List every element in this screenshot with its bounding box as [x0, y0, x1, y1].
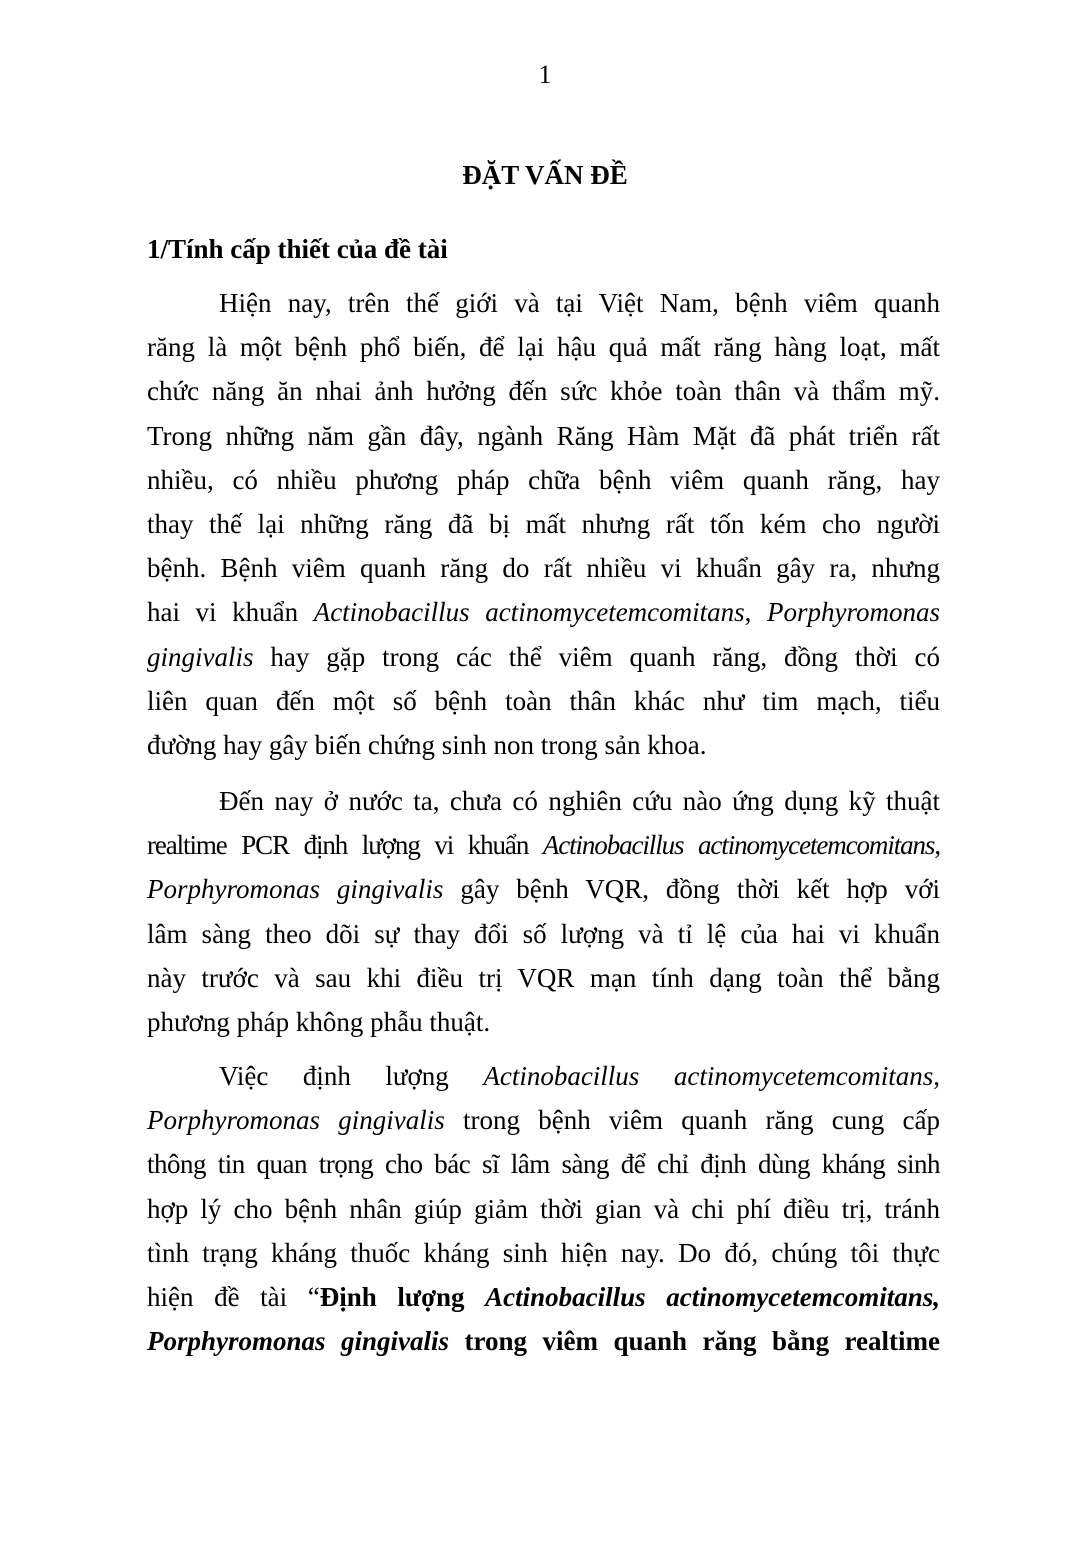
styled-text-segment: Actinobacillus actinomycetemcomitans,	[485, 1281, 940, 1312]
text-segment: chức năng ăn nhai ảnh hưởng đến sức khỏe toàn thân và thẩm mỹ.	[147, 376, 940, 407]
text-line	[147, 1054, 940, 1098]
styled-text-segment: Actinobacillus actinomycetemcomitans	[313, 597, 745, 628]
text-line	[147, 956, 940, 1000]
text-segment: đường hay gây biến chứng sinh non trong sản khoa.	[147, 729, 707, 760]
text-line	[147, 1231, 940, 1275]
text-segment: này trước và sau khi điều trị VQR mạn tính dạng toàn thể bằng	[147, 962, 940, 993]
text-segment: ,	[744, 597, 767, 628]
text-line	[147, 1000, 940, 1044]
paragraph-3	[147, 1054, 940, 1363]
text-segment: ,	[934, 830, 940, 861]
text-segment: realtime PCR định lượng vi khuẩn	[147, 830, 543, 861]
text-segment: liên quan đến một số bệnh toàn thân khác như tim mạch, tiểu	[147, 685, 940, 716]
styled-text-segment: trong viêm quanh răng bằng realtime	[449, 1326, 941, 1357]
text-segment: thay thế lại những răng đã bị mất nhưng rất tốn kém cho người	[147, 508, 940, 539]
styled-text-segment: Porphyromonas gingivalis	[147, 1105, 445, 1136]
text-line	[147, 369, 940, 413]
text-line	[147, 723, 940, 767]
text-line	[147, 502, 940, 546]
text-segment: ,	[933, 1061, 941, 1091]
section-heading: 1/Tính cấp thiết của đề tài	[147, 234, 448, 264]
text-line	[147, 1275, 940, 1319]
text-segment: gây bệnh VQR, đồng thời kết hợp với	[443, 874, 940, 905]
text-segment: Trong những năm gần đây, ngành Răng Hàm Mặt đã phát triển rất	[147, 420, 940, 451]
styled-text-segment: Porphyromonas gingivalis	[147, 1326, 450, 1357]
text-segment: trong bệnh viêm quanh răng cung cấp	[444, 1105, 940, 1136]
text-line	[147, 414, 940, 458]
text-segment: Hiện nay, trên thế giới và tại Việt Nam, bệnh viêm quanh	[219, 288, 940, 318]
text-segment: hay gặp trong các thể viêm quanh răng, đồng thời có	[253, 641, 940, 672]
page-number: 1	[538, 60, 552, 89]
text-line	[147, 458, 940, 502]
text-line	[147, 325, 940, 369]
text-segment: thông tin quan trọng cho bác sĩ lâm sàng để chỉ định dùng kháng sinh	[147, 1149, 940, 1180]
text-segment: nhiều, có nhiều phương pháp chữa bệnh viêm quanh răng, hay	[147, 464, 940, 495]
text-segment: hai vi khuẩn	[147, 597, 314, 628]
text-line	[147, 281, 940, 325]
text-segment: phương pháp không phẫu thuật.	[147, 1006, 491, 1037]
text-line	[147, 1098, 940, 1142]
text-segment: Đến nay ở nước ta, chưa có nghiên cứu nào ứng dụng kỹ thuật	[219, 786, 940, 816]
text-line	[147, 867, 940, 911]
paragraph-1	[147, 281, 940, 767]
styled-text-segment: Actinobacillus actinomycetemcomitans	[542, 830, 935, 861]
text-line	[147, 1187, 940, 1231]
text-segment: răng là một bệnh phổ biến, để lại hậu quả mất răng hàng loạt, mất	[147, 332, 940, 363]
text-line	[147, 1319, 940, 1363]
text-line	[147, 590, 940, 634]
text-line	[147, 1142, 940, 1186]
text-segment: hiện đề tài “	[147, 1281, 320, 1312]
styled-text-segment: gingivalis	[147, 641, 254, 672]
document-title: ĐẶT VẤN ĐỀ	[462, 160, 628, 190]
styled-text-segment: Actinobacillus actinomycetemcomitans	[483, 1061, 934, 1091]
text-line	[147, 679, 940, 723]
text-line	[147, 635, 940, 679]
text-segment: bệnh. Bệnh viêm quanh răng do rất nhiều vi khuẩn gây ra, nhưng	[147, 553, 940, 584]
styled-text-segment: Porphyromonas gingivalis	[147, 874, 444, 905]
text-segment: hợp lý cho bệnh nhân giúp giảm thời gian và chi phí điều trị, tránh	[147, 1193, 940, 1224]
text-segment: Việc định lượng	[219, 1061, 484, 1091]
text-line	[147, 779, 940, 823]
styled-text-segment: Định lượng	[319, 1281, 486, 1312]
text-line	[147, 912, 940, 956]
text-line	[147, 546, 940, 590]
paragraph-2	[147, 779, 940, 1044]
styled-text-segment: Porphyromonas	[767, 597, 940, 628]
text-segment: tình trạng kháng thuốc kháng sinh hiện nay. Do đó, chúng tôi thực	[147, 1237, 940, 1268]
text-line	[147, 823, 940, 867]
text-segment: lâm sàng theo dõi sự thay đổi số lượng và tỉ lệ của hai vi khuẩn	[147, 918, 940, 949]
